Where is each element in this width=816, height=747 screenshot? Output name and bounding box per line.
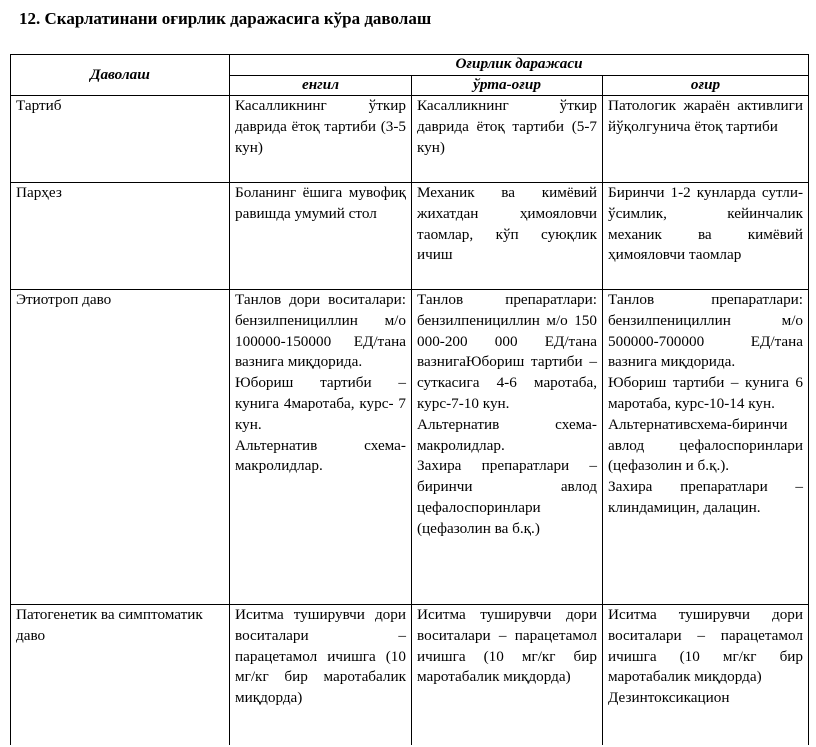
cell-paragraph: Альтернативсхема-биринчи авлод цефалоспоринлари (цефазолин и б.қ.). bbox=[608, 415, 804, 475]
cell-paragraph: Механик ва кимёвий жихатдан ҳимояловчи таомлар, кўп суюқлик ичиш bbox=[417, 184, 597, 264]
cell-paragraph: Юбориш тартиби – кунига 6 маротаба, курс-10-14 кун. bbox=[608, 374, 804, 412]
cell-paragraph: Альтернатив схема-макролидлар. bbox=[417, 415, 597, 454]
cell-paragraph: Касалликнинг ўткир даврида ётоқ тартиби (5-7 кун) bbox=[417, 97, 597, 156]
page-title: 12. Скарлатинани оғирлик даражасига кўра даволаш bbox=[19, 9, 432, 28]
cell-paragraph: Касалликнинг ўткир даврида ётоқ тартиби (3-5 кун) bbox=[235, 97, 406, 156]
header-row-top bbox=[11, 55, 809, 76]
cell-paragraph: Иситма туширувчи дори воситалари – парацетамол ичишга (10 мг/кг бир маротабалик миқдорда) bbox=[608, 606, 804, 686]
header-severity: Оғирлик даражаси bbox=[230, 55, 809, 76]
moderate-cell bbox=[412, 96, 603, 183]
cell-paragraph: Танлов дори воситалари: бензилпенициллин м/о 100000-150000 ЕД/тана вазнига миқдорида. bbox=[235, 291, 406, 371]
cell-paragraph: Иситма туширувчи дори воситалари – парацетамол ичишга (10 мг/кг бир маротабалик миқдорда) bbox=[235, 606, 406, 707]
cell-paragraph: Танлов препаратлари: бензилпенициллин м/о 500000-700000 ЕД/тана вазнига миқдорида. bbox=[608, 291, 804, 371]
row-label bbox=[11, 96, 230, 183]
severe-cell bbox=[603, 605, 809, 746]
moderate-cell bbox=[412, 290, 603, 605]
row-label bbox=[11, 290, 230, 605]
cell-paragraph: Юбориш тартиби – кунига 4маротаба, курс- 7 кун. bbox=[235, 374, 406, 433]
cell-paragraph: Парҳез bbox=[16, 184, 62, 201]
header-moderate: ўрта-оғир bbox=[412, 75, 603, 96]
cell-paragraph: Патогенетик ва симптоматик даво bbox=[16, 606, 203, 644]
mild-cell bbox=[230, 183, 412, 290]
table-row bbox=[11, 605, 809, 746]
header-severe: оғир bbox=[603, 75, 809, 96]
moderate-cell bbox=[412, 183, 603, 290]
mild-cell bbox=[230, 605, 412, 746]
cell-paragraph: Альтернатив схема-макролидлар. bbox=[235, 436, 406, 475]
severe-cell bbox=[603, 96, 809, 183]
cell-paragraph: Иситма туширувчи дори воситалари – парацетамол ичишга (10 мг/кг бир маротабалик миқдорда) bbox=[417, 606, 597, 686]
table-row bbox=[11, 183, 809, 290]
row-label bbox=[11, 183, 230, 290]
mild-cell bbox=[230, 96, 412, 183]
header-treatment: Даволаш bbox=[11, 55, 230, 96]
severe-cell bbox=[603, 183, 809, 290]
cell-paragraph: Боланинг ёшига мувофиқ равишда умумий стол bbox=[235, 184, 406, 222]
cell-paragraph: Танлов препаратлари: бензилпенициллин м/о 150 000-200 000 ЕД/тана вазнигаЮбориш тартиби – суткасига 4-6 маротаба, курс-7-10 кун. bbox=[417, 291, 597, 412]
table-row bbox=[11, 290, 809, 605]
cell-paragraph: Патологик жараён активлиги йўқолгунича ётоқ тартиби bbox=[608, 97, 804, 135]
cell-paragraph: Захира препаратлари – биринчи авлод цефалоспоринлари (цефазолин ва б.қ.) bbox=[417, 457, 597, 537]
row-label bbox=[11, 605, 230, 746]
header-mild: енгил bbox=[230, 75, 412, 96]
cell-paragraph: Биринчи 1-2 кунларда сутли-ўсимлик, кейинчалик механик ва кимёвий ҳимояловчи таомлар bbox=[608, 184, 804, 264]
moderate-cell bbox=[412, 605, 603, 746]
cell-paragraph: Тартиб bbox=[16, 97, 62, 114]
table-row bbox=[11, 96, 809, 183]
mild-cell bbox=[230, 290, 412, 605]
cell-paragraph: Дезинтоксикацион bbox=[608, 689, 730, 707]
cell-paragraph: Этиотроп даво bbox=[16, 291, 112, 308]
cell-paragraph: Захира препаратлари – клиндамицин, далацин. bbox=[608, 478, 804, 516]
severe-cell bbox=[603, 290, 809, 605]
treatment-table bbox=[10, 54, 809, 745]
